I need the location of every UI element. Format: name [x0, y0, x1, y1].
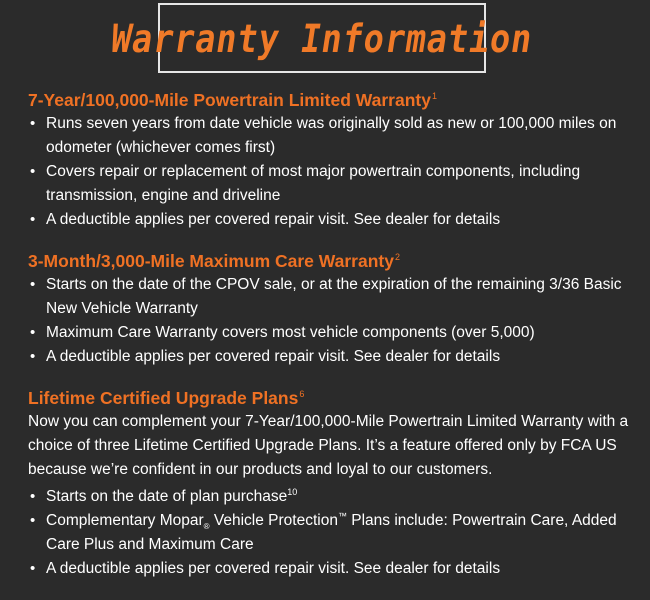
list-item: • A deductible applies per covered repair visit. See dealer for details [28, 557, 643, 581]
list-item: • Starts on the date of the CPOV sale, or at the expiration of the remaining 3/36 Basic New Vehicle Warranty [28, 273, 643, 321]
footnote-marker: 2 [394, 252, 400, 263]
lifetime-upgrade-plans-section [28, 386, 643, 581]
bullet-list [28, 273, 643, 369]
footnote-marker: 10 [287, 486, 298, 497]
list-item: • A deductible applies per covered repair visit. See dealer for details [28, 345, 643, 369]
section-heading: 7-Year/100,000-Mile Powertrain Limited Warranty$^1$ [28, 90, 437, 110]
list-item: • Complementary Mopar$_®$ Vehicle Protection™ Plans include: Powertrain Care, Added Care Plus and Maximum Care [28, 509, 643, 557]
footnote-marker: 1 [431, 91, 437, 102]
section-intro: Now you can complement your 7-Year/100,000-Mile Powertrain Limited Warranty with a choice of three Lifetime Certified Upgrade Plans. It’s a feature offered only by FCA US because we’re confident in our products and loyal to our customers. [28, 413, 629, 478]
footnote-marker: 6 [299, 389, 305, 400]
title-banner [108, 3, 536, 73]
list-item: • Runs seven years from date vehicle was originally sold as new or 100,000 miles on odometer (whichever comes first) [28, 112, 643, 160]
powertrain-warranty-section [28, 88, 643, 232]
list-item: • Covers repair or replacement of most major powertrain components, including transmission, engine and driveline [28, 160, 643, 208]
registered-mark: ® [203, 522, 210, 532]
section-heading: Lifetime Certified Upgrade Plans$^6$ [28, 388, 305, 408]
section-heading: 3-Month/3,000-Mile Maximum Care Warranty$^2$ [28, 251, 400, 271]
trademark-mark: ™ [337, 510, 347, 521]
bullet-list [28, 485, 643, 581]
maximum-care-warranty-section [28, 249, 643, 369]
warranty-content [28, 88, 643, 581]
list-item: • Starts on the date of plan purchase$^{10}$ [28, 485, 643, 509]
page-title: Warranty Information [108, 16, 536, 62]
bullet-list [28, 112, 643, 232]
list-item: • Maximum Care Warranty covers most vehicle components (over 5,000) [28, 321, 643, 345]
list-item: • A deductible applies per covered repair visit. See dealer for details [28, 208, 643, 232]
